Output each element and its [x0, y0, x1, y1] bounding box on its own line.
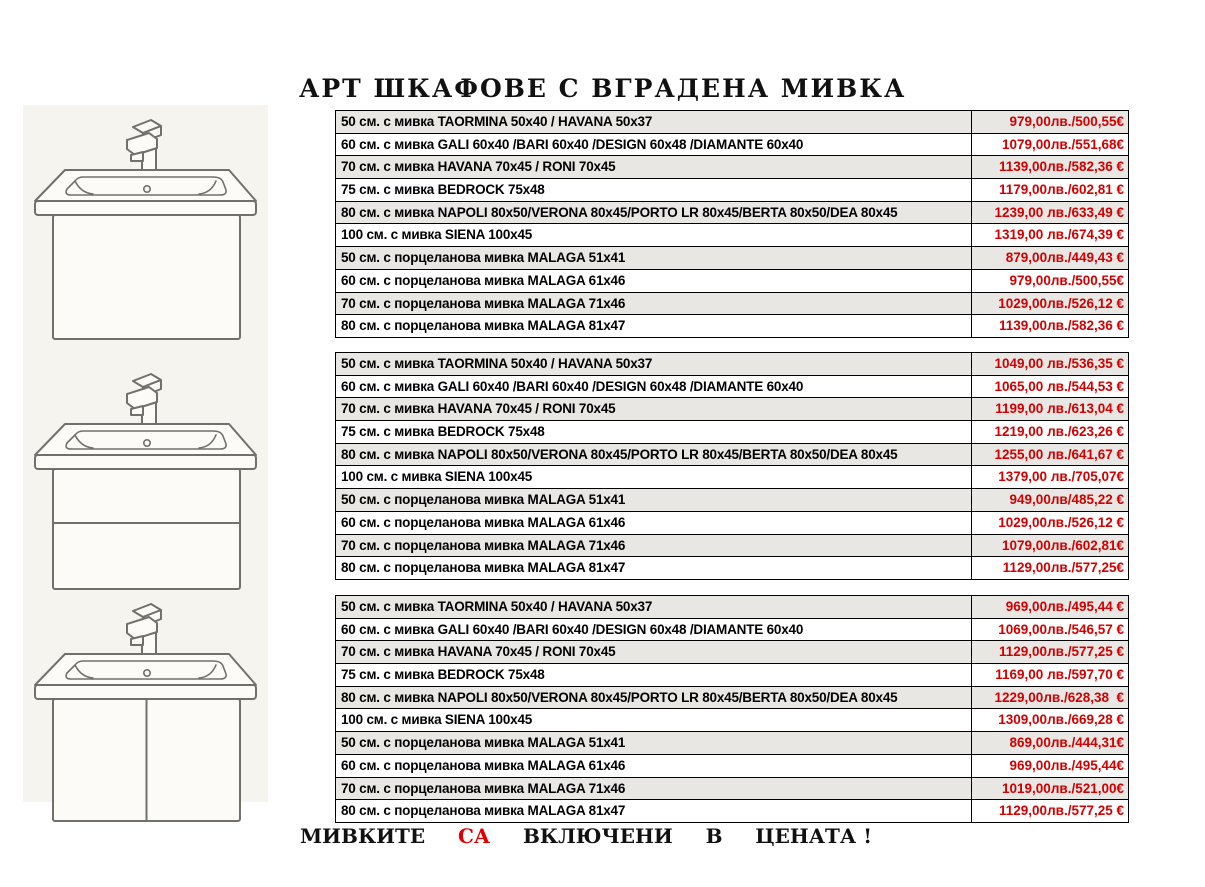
price-value: 1229,00лв./628,38 €: [971, 687, 1128, 709]
table-row: [335, 421, 1129, 444]
table-row: [335, 315, 1129, 338]
table-row: [335, 732, 1129, 755]
table-row: [335, 224, 1129, 247]
table-row: [335, 557, 1129, 580]
price-value: 1079,00лв./551,68€: [971, 134, 1128, 156]
price-value: 1255,00 лв./641,67 €: [971, 444, 1128, 466]
footer-note: [300, 824, 872, 848]
product-label: 75 см. с мивка BEDROCK 75x48: [341, 424, 545, 440]
price-value: 969,00лв./495,44 €: [971, 596, 1128, 618]
price-table-2: [335, 352, 1129, 580]
page-title: АРТ ШКАФОВЕ С ВГРАДЕНА МИВКА: [299, 74, 907, 103]
table-row: [335, 687, 1129, 710]
table-row: [335, 466, 1129, 489]
table-row: [335, 800, 1129, 823]
table-row: [335, 111, 1129, 134]
product-label: 80 см. с порцеланова мивка MALAGA 81x47: [341, 560, 626, 576]
price-value: 979,00лв./500,55€: [971, 111, 1128, 133]
product-label: 70 см. с порцеланова мивка MALAGA 71x46: [341, 780, 626, 796]
table-row: [335, 755, 1129, 778]
product-label: 100 см. с мивка SIENA 100x45: [341, 227, 533, 243]
product-label: 60 см. с порцеланова мивка MALAGA 61x46: [341, 757, 626, 773]
table-row: [335, 353, 1129, 376]
price-value: 1179,00лв./602,81 €: [971, 179, 1128, 201]
table-row: [335, 489, 1129, 512]
price-value: 1129,00лв./577,25 €: [971, 800, 1128, 822]
table-row: [335, 270, 1129, 293]
product-label: 50 см. с порцеланова мивка MALAGA 51x41: [341, 735, 626, 751]
vanity-cabinet-two-drawers-icon: [23, 367, 268, 597]
product-label: 80 см. с мивка NAPOLI 80x50/VERONA 80x45/PORTO LR 80x45/BERTA 80x50/DEA 80x45: [341, 689, 898, 705]
price-value: 1199,00 лв./613,04 €: [971, 398, 1128, 420]
price-value: 1139,00лв./582,36 €: [971, 315, 1128, 337]
price-value: 1129,00лв./577,25 €: [971, 641, 1128, 663]
table-row: [335, 376, 1129, 399]
vanity-cabinet-single-front-icon: [23, 113, 268, 345]
price-value: 1079,00лв./602,81€: [971, 535, 1128, 557]
product-label: 50 см. с порцеланова мивка MALAGA 51x41: [341, 250, 626, 266]
table-row: [335, 293, 1129, 316]
product-label: 60 см. с порцеланова мивка MALAGA 61x46: [341, 514, 626, 530]
price-value: 969,00лв./495,44€: [971, 755, 1128, 777]
table-row: [335, 156, 1129, 179]
table-row: [335, 641, 1129, 664]
product-label: 80 см. с порцеланова мивка MALAGA 81x47: [341, 318, 626, 334]
product-label: 80 см. с мивка NAPOLI 80x50/VERONA 80x45/PORTO LR 80x45/BERTA 80x50/DEA 80x45: [341, 446, 898, 462]
table-row: [335, 444, 1129, 467]
price-value: 1239,00 лв./633,49 €: [971, 202, 1128, 224]
product-label: 60 см. с мивка GALI 60x40 /BARI 60x40 /DESIGN 60x48 /DIAMANTE 60x40: [341, 136, 804, 152]
price-value: 879,00лв./449,43 €: [971, 247, 1128, 269]
product-label: 50 см. с мивка TAORMINA 50x40 / HAVANA 50x37: [341, 356, 653, 371]
product-label: 75 см. с мивка BEDROCK 75x48: [341, 667, 545, 683]
table-row: [335, 202, 1129, 225]
product-label: 75 см. с мивка BEDROCK 75x48: [341, 182, 545, 198]
vanity-illustrations-panel: [23, 105, 268, 802]
product-label: 100 см. с мивка SIENA 100x45: [341, 712, 533, 728]
price-value: 1219,00 лв./623,26 €: [971, 421, 1128, 443]
table-row: [335, 664, 1129, 687]
product-label: 60 см. с порцеланова мивка MALAGA 61x46: [341, 272, 626, 288]
product-label: 70 см. с мивка HAVANA 70x45 / RONI 70x45: [341, 159, 616, 175]
table-row: [335, 778, 1129, 801]
table-row: [335, 512, 1129, 535]
product-label: 60 см. с мивка GALI 60x40 /BARI 60x40 /DESIGN 60x48 /DIAMANTE 60x40: [341, 378, 804, 394]
price-value: 1069,00лв./546,57 €: [971, 619, 1128, 641]
product-label: 70 см. с мивка HAVANA 70x45 / RONI 70x45: [341, 401, 616, 417]
price-value: 1129,00лв./577,25€: [971, 557, 1128, 579]
table-row: [335, 398, 1129, 421]
table-row: [335, 179, 1129, 202]
product-label: 60 см. с мивка GALI 60x40 /BARI 60x40 /DESIGN 60x48 /DIAMANTE 60x40: [341, 621, 804, 637]
price-value: 1029,00лв./526,12 €: [971, 293, 1128, 315]
product-label: 50 см. с мивка TAORMINA 50x40 / HAVANA 50x37: [341, 599, 653, 614]
price-value: 1139,00лв./582,36 €: [971, 156, 1128, 178]
table-row: [335, 619, 1129, 642]
price-value: 869,00лв./444,31€: [971, 732, 1128, 754]
vanity-cabinet-two-doors-icon: [23, 597, 268, 825]
product-label: 70 см. с порцеланова мивка MALAGA 71x46: [341, 537, 626, 553]
price-value: 1319,00 лв./674,39 €: [971, 224, 1128, 246]
product-label: 100 см. с мивка SIENA 100x45: [341, 469, 533, 485]
footer-word: МИВКИТЕ: [300, 824, 426, 848]
product-label: 70 см. с мивка HAVANA 70x45 / RONI 70x45: [341, 644, 616, 660]
price-value: 1019,00лв./521,00€: [971, 778, 1128, 800]
price-table-3: [335, 595, 1129, 823]
product-label: 70 см. с порцеланова мивка MALAGA 71x46: [341, 295, 626, 311]
product-label: 80 см. с порцеланова мивка MALAGA 81x47: [341, 803, 626, 819]
table-row: [335, 596, 1129, 619]
product-label: 80 см. с мивка NAPOLI 80x50/VERONA 80x45/PORTO LR 80x45/BERTA 80x50/DEA 80x45: [341, 204, 898, 220]
price-value: 979,00лв./500,55€: [971, 270, 1128, 292]
price-value: 949,00лв/485,22 €: [971, 489, 1128, 511]
table-row: [335, 134, 1129, 157]
table-row: [335, 535, 1129, 558]
price-value: 1049,00 лв./536,35 €: [971, 353, 1128, 375]
footer-word: ВКЛЮЧЕНИ: [522, 824, 673, 848]
footer-word: ЦЕНАТА !: [755, 824, 872, 848]
table-row: [335, 709, 1129, 732]
price-value: 1379,00 лв./705,07€: [971, 466, 1128, 488]
price-value: 1309,00лв./669,28 €: [971, 709, 1128, 731]
product-label: 50 см. с порцеланова мивка MALAGA 51x41: [341, 492, 626, 508]
price-value: 1065,00 лв./544,53 €: [971, 376, 1128, 398]
table-row: [335, 247, 1129, 270]
price-table-1: [335, 110, 1129, 338]
price-value: 1029,00лв./526,12 €: [971, 512, 1128, 534]
product-label: 50 см. с мивка TAORMINA 50x40 / HAVANA 50x37: [341, 114, 653, 129]
footer-word: В: [705, 824, 723, 848]
footer-word-accent: СА: [457, 824, 491, 848]
price-value: 1169,00 лв./597,70 €: [971, 664, 1128, 686]
